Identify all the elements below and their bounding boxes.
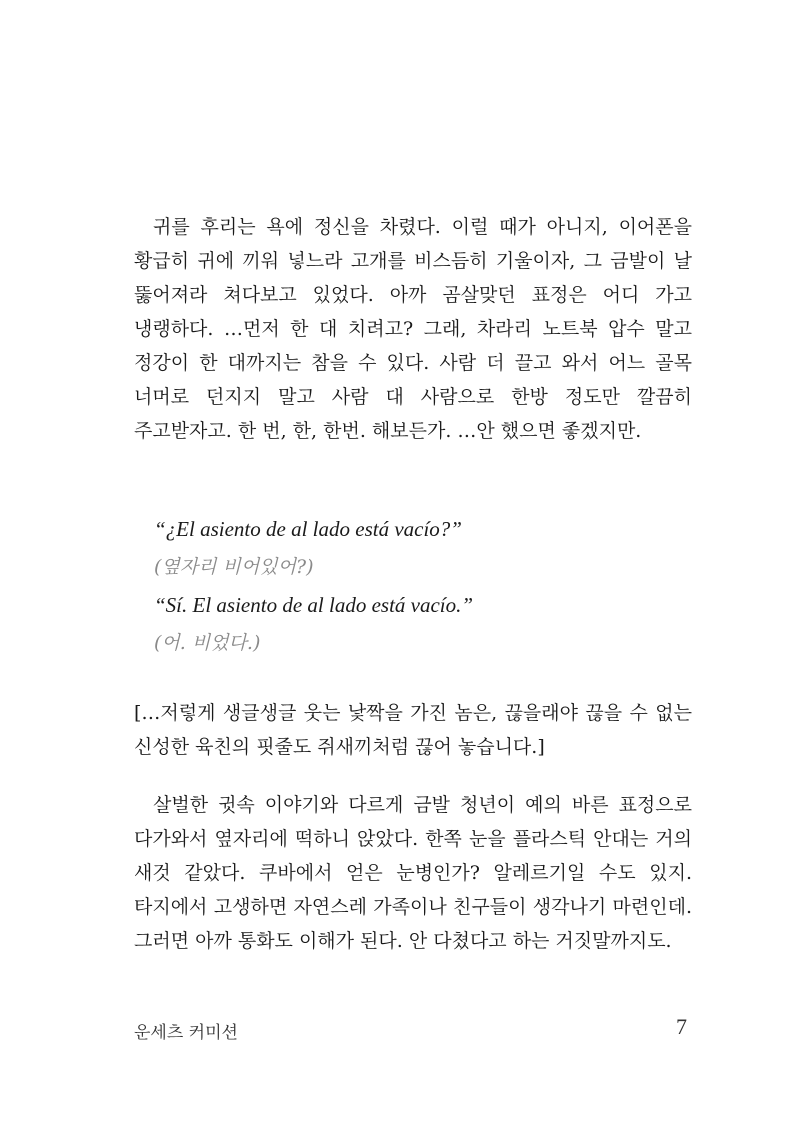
dialogue-line-translation: (어. 비었다.) [154, 632, 261, 654]
dialogue-line-translation: (옆자리 비어있어?) [154, 556, 314, 578]
body-paragraph: 살벌한 귓속 이야기와 다르게 금발 청년이 예의 바른 표정으로 다가와서 옆자리에 떡하니 앉았다. 한쪽 눈을 플라스틱 안대는 거의 새것 같았다. 쿠바에서 얻은 눈병인가? 알레르기일 수도 있지. 타지에서 고생하면 자연스레 가족이나 친구들이 생각나기 마련인데. 그러면 아까 통화도 이해가 된다. 안 다쳤다고 하는 거짓말까지도. [134, 794, 692, 952]
dialogue-line-spanish: “¿El asiento de al lado está vacío?” [154, 517, 462, 541]
dialogue-line-spanish: “Sí. El asiento de al lado está vacío.” [154, 593, 474, 617]
page-number: 7 [676, 1014, 687, 1039]
running-footer-title: 운세츠 커미션 [134, 1023, 238, 1043]
dialogue-block [154, 510, 473, 662]
body-paragraph: 귀를 후리는 욕에 정신을 차렸다. 이럴 때가 아니지, 이어폰을 황급히 귀에 끼워 넣느라 고개를 비스듬히 기울이자, 그 금발이 날 뚫어져라 쳐다보고 있었다. 아까 곰살맞던 표정은 어디 가고 냉랭하다. …먼저 한 대 치려고? 그래, 차라리 노트북 압수 말고 정강이 한 대까지는 참을 수 있다. 사람 더 끌고 와서 어느 골목 너머로 던지지 말고 사람 대 사람으로 한방 정도만 깔끔히 주고받자고. 한 번, 한, 한번. 해보든가. …안 했으면 좋겠지만. [134, 216, 692, 442]
bracketed-thought: […저렇게 생글생글 웃는 낯짝을 가진 놈은, 끊을래야 끊을 수 없는 신성한 육친의 핏줄도 쥐새끼처럼 끊어 놓습니다.] [134, 702, 692, 758]
